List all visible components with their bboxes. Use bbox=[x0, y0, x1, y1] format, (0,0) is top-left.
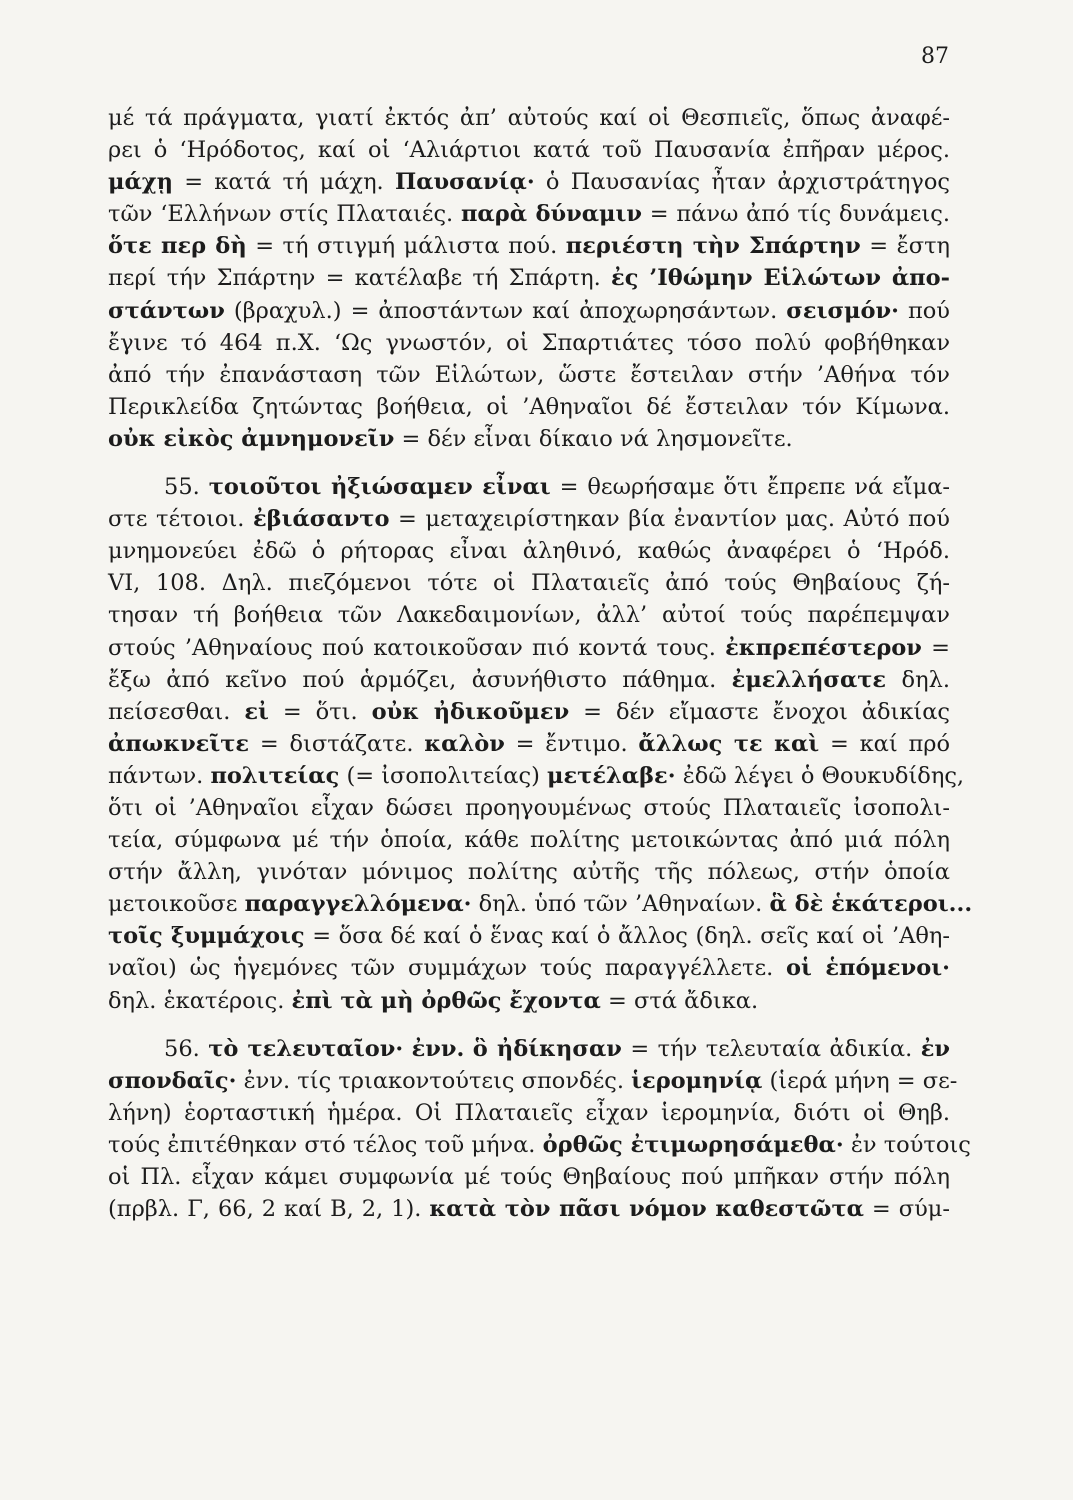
gloss-text: μετοικοῦσε bbox=[108, 891, 245, 918]
gloss-text: ἐν τούτοις bbox=[843, 1131, 971, 1158]
text-line bbox=[108, 166, 950, 198]
lemma-term: μετέλαβε· bbox=[547, 762, 676, 789]
gloss-text: = ἔντιμο. bbox=[504, 730, 639, 757]
gloss-text: στούς ’Αθηναίους πού κατοικοῦσαν πιό κοντά τους. bbox=[108, 634, 726, 661]
gloss-text: = bbox=[921, 634, 950, 661]
text-line bbox=[108, 262, 950, 294]
text-line bbox=[108, 728, 950, 760]
text-line bbox=[108, 1065, 958, 1097]
gloss-text: ἔξω ἀπό κεῖνο πού ἁρμόζει, ἀσυνήθιστο πάθημα. bbox=[108, 666, 732, 693]
text-line bbox=[108, 1193, 950, 1225]
text-line bbox=[108, 760, 965, 792]
gloss-text: τούς ἐπιτέθηκαν στό τέλος τοῦ μήνα. bbox=[108, 1131, 543, 1158]
gloss-text: πείσεσθαι. bbox=[108, 698, 245, 725]
lemma-term: εἰ bbox=[244, 698, 269, 725]
text-line bbox=[108, 952, 950, 984]
text-line bbox=[108, 359, 950, 391]
text-line bbox=[108, 230, 950, 262]
gloss-text: = θεωρήσαμε ὅτι ἔπρεπε νά εἴμα- bbox=[550, 474, 950, 501]
gloss-text: = πάνω ἀπό τίς δυνάμεις. bbox=[641, 201, 950, 228]
gloss-text: = δέν εἴμαστε ἔνοχοι ἀδικίας bbox=[569, 698, 951, 725]
lemma-term: στάντων bbox=[108, 297, 225, 324]
text-line bbox=[108, 198, 950, 230]
gloss-text: = διστάζατε. bbox=[249, 730, 425, 757]
gloss-text: (βραχυλ.) = ἀποστάντων καί ἀποχωρησάντων. bbox=[224, 297, 787, 324]
lemma-term: ἐπὶ τὰ μὴ ὀρθῶς ἔχοντα bbox=[291, 987, 601, 1014]
text-line bbox=[108, 423, 950, 455]
gloss-text: μνημονεύει ἐδῶ ὁ ρήτορας εἶναι ἀληθινό, καθώς ἀναφέρει ὁ ‘Ηρόδ. bbox=[108, 538, 950, 565]
gloss-text bbox=[403, 1036, 411, 1062]
lemma-term: ἱερομηνίᾳ bbox=[631, 1067, 763, 1094]
gloss-text: ναῖοι) ὡς ἡγεμόνες τῶν συμμάχων τούς παραγγέλλετε. bbox=[108, 955, 787, 982]
text-line bbox=[108, 295, 950, 327]
page-number: 87 bbox=[921, 44, 949, 69]
gloss-text: 56. bbox=[164, 1035, 209, 1062]
gloss-text: πού bbox=[898, 297, 950, 324]
lemma-term: σπονδαῖς· bbox=[108, 1067, 237, 1094]
text-line bbox=[108, 471, 950, 503]
lemma-term: τοῖς ξυμμάχοις bbox=[108, 923, 305, 950]
gloss-text: δηλ. ἑκατέροις. bbox=[108, 987, 292, 1014]
lemma-term: πολιτείας bbox=[210, 762, 340, 789]
lemma-term: ἃ δὲ ἑκάτεροι... bbox=[769, 891, 973, 918]
lemma-term: ἐμελλήσατε bbox=[731, 666, 887, 693]
text-line bbox=[108, 102, 950, 134]
gloss-text: (= ἰσοπολιτείας) bbox=[339, 762, 548, 789]
lemma-term: παρὰ δύναμιν bbox=[460, 201, 642, 228]
text-line bbox=[108, 503, 950, 535]
text-line bbox=[108, 632, 950, 664]
gloss-text: μέ τά πράγματα, γιατί ἐκτός ἀπ’ αὐτούς καί οἱ Θεσπιεῖς, ὅπως ἀναφέ- bbox=[108, 105, 950, 131]
gloss-text: στήν ἄλλη, γινόταν μόνιμος πολίτης αὐτῆς τῆς πόλεως, στήν ὁποία bbox=[108, 859, 950, 886]
gloss-text: δηλ. bbox=[886, 666, 950, 693]
lemma-term: μάχῃ bbox=[108, 169, 173, 196]
text-line bbox=[108, 1161, 950, 1193]
lemma-term: ἄλλως τε καὶ bbox=[638, 730, 820, 757]
text-line bbox=[108, 792, 950, 824]
text-line bbox=[108, 391, 950, 423]
lemma-term: ὃ ἠδίκησαν bbox=[472, 1035, 622, 1062]
gloss-text: VI, 108. Δηλ. πιεζόμενοι τότε οἱ Πλαταιεῖς ἀπό τούς Θηβαίους ζή- bbox=[108, 570, 950, 597]
gloss-text: ὁ Παυσανίας ἦταν ἀρχιστράτηγος bbox=[534, 169, 950, 196]
lemma-term: ἐν bbox=[920, 1035, 951, 1062]
gloss-text: (ἱερά μήνη = σε- bbox=[762, 1067, 958, 1094]
lemma-term: σεισμόν· bbox=[786, 297, 899, 324]
lemma-term: κατὰ τὸν πᾶσι νόμον καθεστῶτα bbox=[429, 1196, 864, 1223]
lemma-term: τὸ τελευταῖον· bbox=[208, 1035, 404, 1062]
gloss-text: τῶν ‘Ελλήνων στίς Πλαταιές. bbox=[108, 201, 461, 228]
gloss-text: (πρβλ. Γ, 66, 2 καί Β, 2, 1). bbox=[108, 1196, 430, 1223]
gloss-text: ἐνν. τίς τριακοντούτεις σπονδές. bbox=[236, 1067, 632, 1094]
text-line bbox=[108, 1129, 971, 1161]
gloss-text: τησαν τή βοήθεια τῶν Λακεδαιμονίων, ἀλλ’ αὐτοί τούς παρέπεμψαν bbox=[108, 602, 950, 629]
text-line bbox=[108, 567, 950, 599]
gloss-text: = δέν εἶναι δίκαιο νά λησμονεῖτε. bbox=[394, 425, 793, 452]
gloss-text: = ἔστη bbox=[860, 233, 950, 260]
lemma-term: ἀπωκνεῖτε bbox=[108, 730, 250, 757]
lemma-term: Παυσανίᾳ· bbox=[394, 169, 535, 196]
text-line bbox=[108, 664, 950, 696]
gloss-text: = τήν τελευταία ἀδικία. bbox=[621, 1035, 921, 1062]
text-line bbox=[108, 985, 950, 1017]
text-line bbox=[108, 824, 950, 856]
lemma-term: ἐβιάσαντο bbox=[252, 506, 390, 533]
text-line bbox=[108, 1033, 950, 1065]
lemma-term: ἐνν. bbox=[411, 1035, 465, 1062]
lemma-term: οὐκ ἠδικοῦμεν bbox=[371, 698, 570, 725]
gloss-text: = σύμ- bbox=[863, 1196, 950, 1223]
text-line bbox=[108, 599, 950, 631]
commentary-text bbox=[108, 102, 973, 1225]
text-line bbox=[108, 920, 950, 952]
gloss-text: Περικλείδα ζητώντας βοήθεια, οἱ ’Αθηναῖοι δέ ἔστειλαν τόν Κίμωνα. bbox=[108, 393, 950, 420]
gloss-text: τεία, σύμφωνα μέ τήν ὁποία, κάθε πολίτης μετοικώντας ἀπό μιά πόλη bbox=[108, 827, 950, 854]
gloss-text: = ὅτι. bbox=[268, 698, 372, 725]
lemma-term: οὐκ εἰκὸς ἀμνημονεῖν bbox=[108, 425, 395, 452]
text-line bbox=[108, 134, 950, 166]
gloss-text: = στά ἄδικα. bbox=[600, 987, 759, 1014]
gloss-text: στε τέτοιοι. bbox=[108, 506, 253, 533]
gloss-text: ὅτι οἱ ’Αθηναῖοι εἶχαν δώσει προηγουμένως στούς Πλαταιεῖς ἰσοπολι- bbox=[108, 794, 950, 821]
gloss-text: ἔγινε τό 464 π.Χ. ‘Ως γνωστόν, οἱ Σπαρτιάτες τόσο πολύ φοβήθηκαν bbox=[108, 329, 950, 356]
lemma-term: ὀρθῶς ἐτιμωρησάμεθα· bbox=[542, 1131, 844, 1158]
gloss-text: οἱ Πλ. εἶχαν κάμει συμφωνία μέ τούς Θηβαίους πού μπῆκαν στήν πόλη bbox=[108, 1164, 950, 1190]
gloss-text: = ὅσα δέ καί ὁ ἕνας καί ὁ ἄλλος (δηλ. σεῖς καί οἱ ’Αθη- bbox=[304, 923, 950, 950]
text-line bbox=[108, 327, 950, 359]
gloss-text: ρει ὁ ‘Ηρόδοτος, καί οἱ ‘Αλιάρτιοι κατά τοῦ Παυσανία ἐπῆραν μέρος. bbox=[108, 137, 950, 164]
gloss-text: περί τήν Σπάρτην = κατέλαβε τή Σπάρτη. bbox=[108, 265, 612, 292]
gloss-text: λήνη) ἑορταστική ἡμέρα. Οἱ Πλαταιεῖς εἶχαν ἱερομηνία, διότι οἱ Θηβ. bbox=[108, 1099, 950, 1126]
gloss-text: ἐδῶ λέγει ὁ Θουκυδίδης, bbox=[675, 762, 965, 789]
text-line bbox=[108, 888, 973, 920]
lemma-term: οἱ ἑπόμενοι· bbox=[786, 955, 951, 982]
text-line bbox=[108, 535, 950, 567]
gloss-text: = μεταχειρίστηκαν βία ἐναντίον μας. Αὐτό πού bbox=[389, 506, 950, 533]
paragraph-gap bbox=[108, 1017, 950, 1033]
gloss-text: = τή στιγμή μάλιστα πού. bbox=[246, 233, 566, 260]
text-line bbox=[108, 1097, 950, 1129]
lemma-term: καλὸν bbox=[424, 730, 505, 757]
lemma-term: ὅτε περ δὴ bbox=[108, 233, 247, 260]
gloss-text bbox=[464, 1036, 472, 1062]
gloss-text: πάντων. bbox=[108, 762, 211, 789]
lemma-term: ἐκπρεπέστερον bbox=[725, 634, 922, 661]
gloss-text: ἀπό τήν ἐπανάσταση τῶν Εἱλώτων, ὥστε ἔστειλαν στήν ’Αθήνα τόν bbox=[108, 361, 950, 388]
gloss-text: δηλ. ὑπό τῶν ’Αθηναίων. bbox=[471, 891, 770, 918]
lemma-term: τοιοῦτοι ἠξιώσαμεν εἶναι bbox=[208, 474, 551, 501]
text-line bbox=[108, 856, 950, 888]
gloss-text: = καί πρό bbox=[819, 730, 951, 757]
lemma-term: περιέστη τὴν Σπάρτην bbox=[565, 233, 861, 260]
text-line bbox=[108, 696, 950, 728]
gloss-text: = κατά τή μάχη. bbox=[172, 169, 395, 196]
gloss-text: 55. bbox=[164, 474, 209, 501]
paragraph-gap bbox=[108, 455, 950, 471]
lemma-term: παραγγελλόμενα· bbox=[244, 891, 472, 918]
lemma-term: ἐς ’Ιθώμην Εἱλώτων ἀπο- bbox=[611, 265, 950, 292]
